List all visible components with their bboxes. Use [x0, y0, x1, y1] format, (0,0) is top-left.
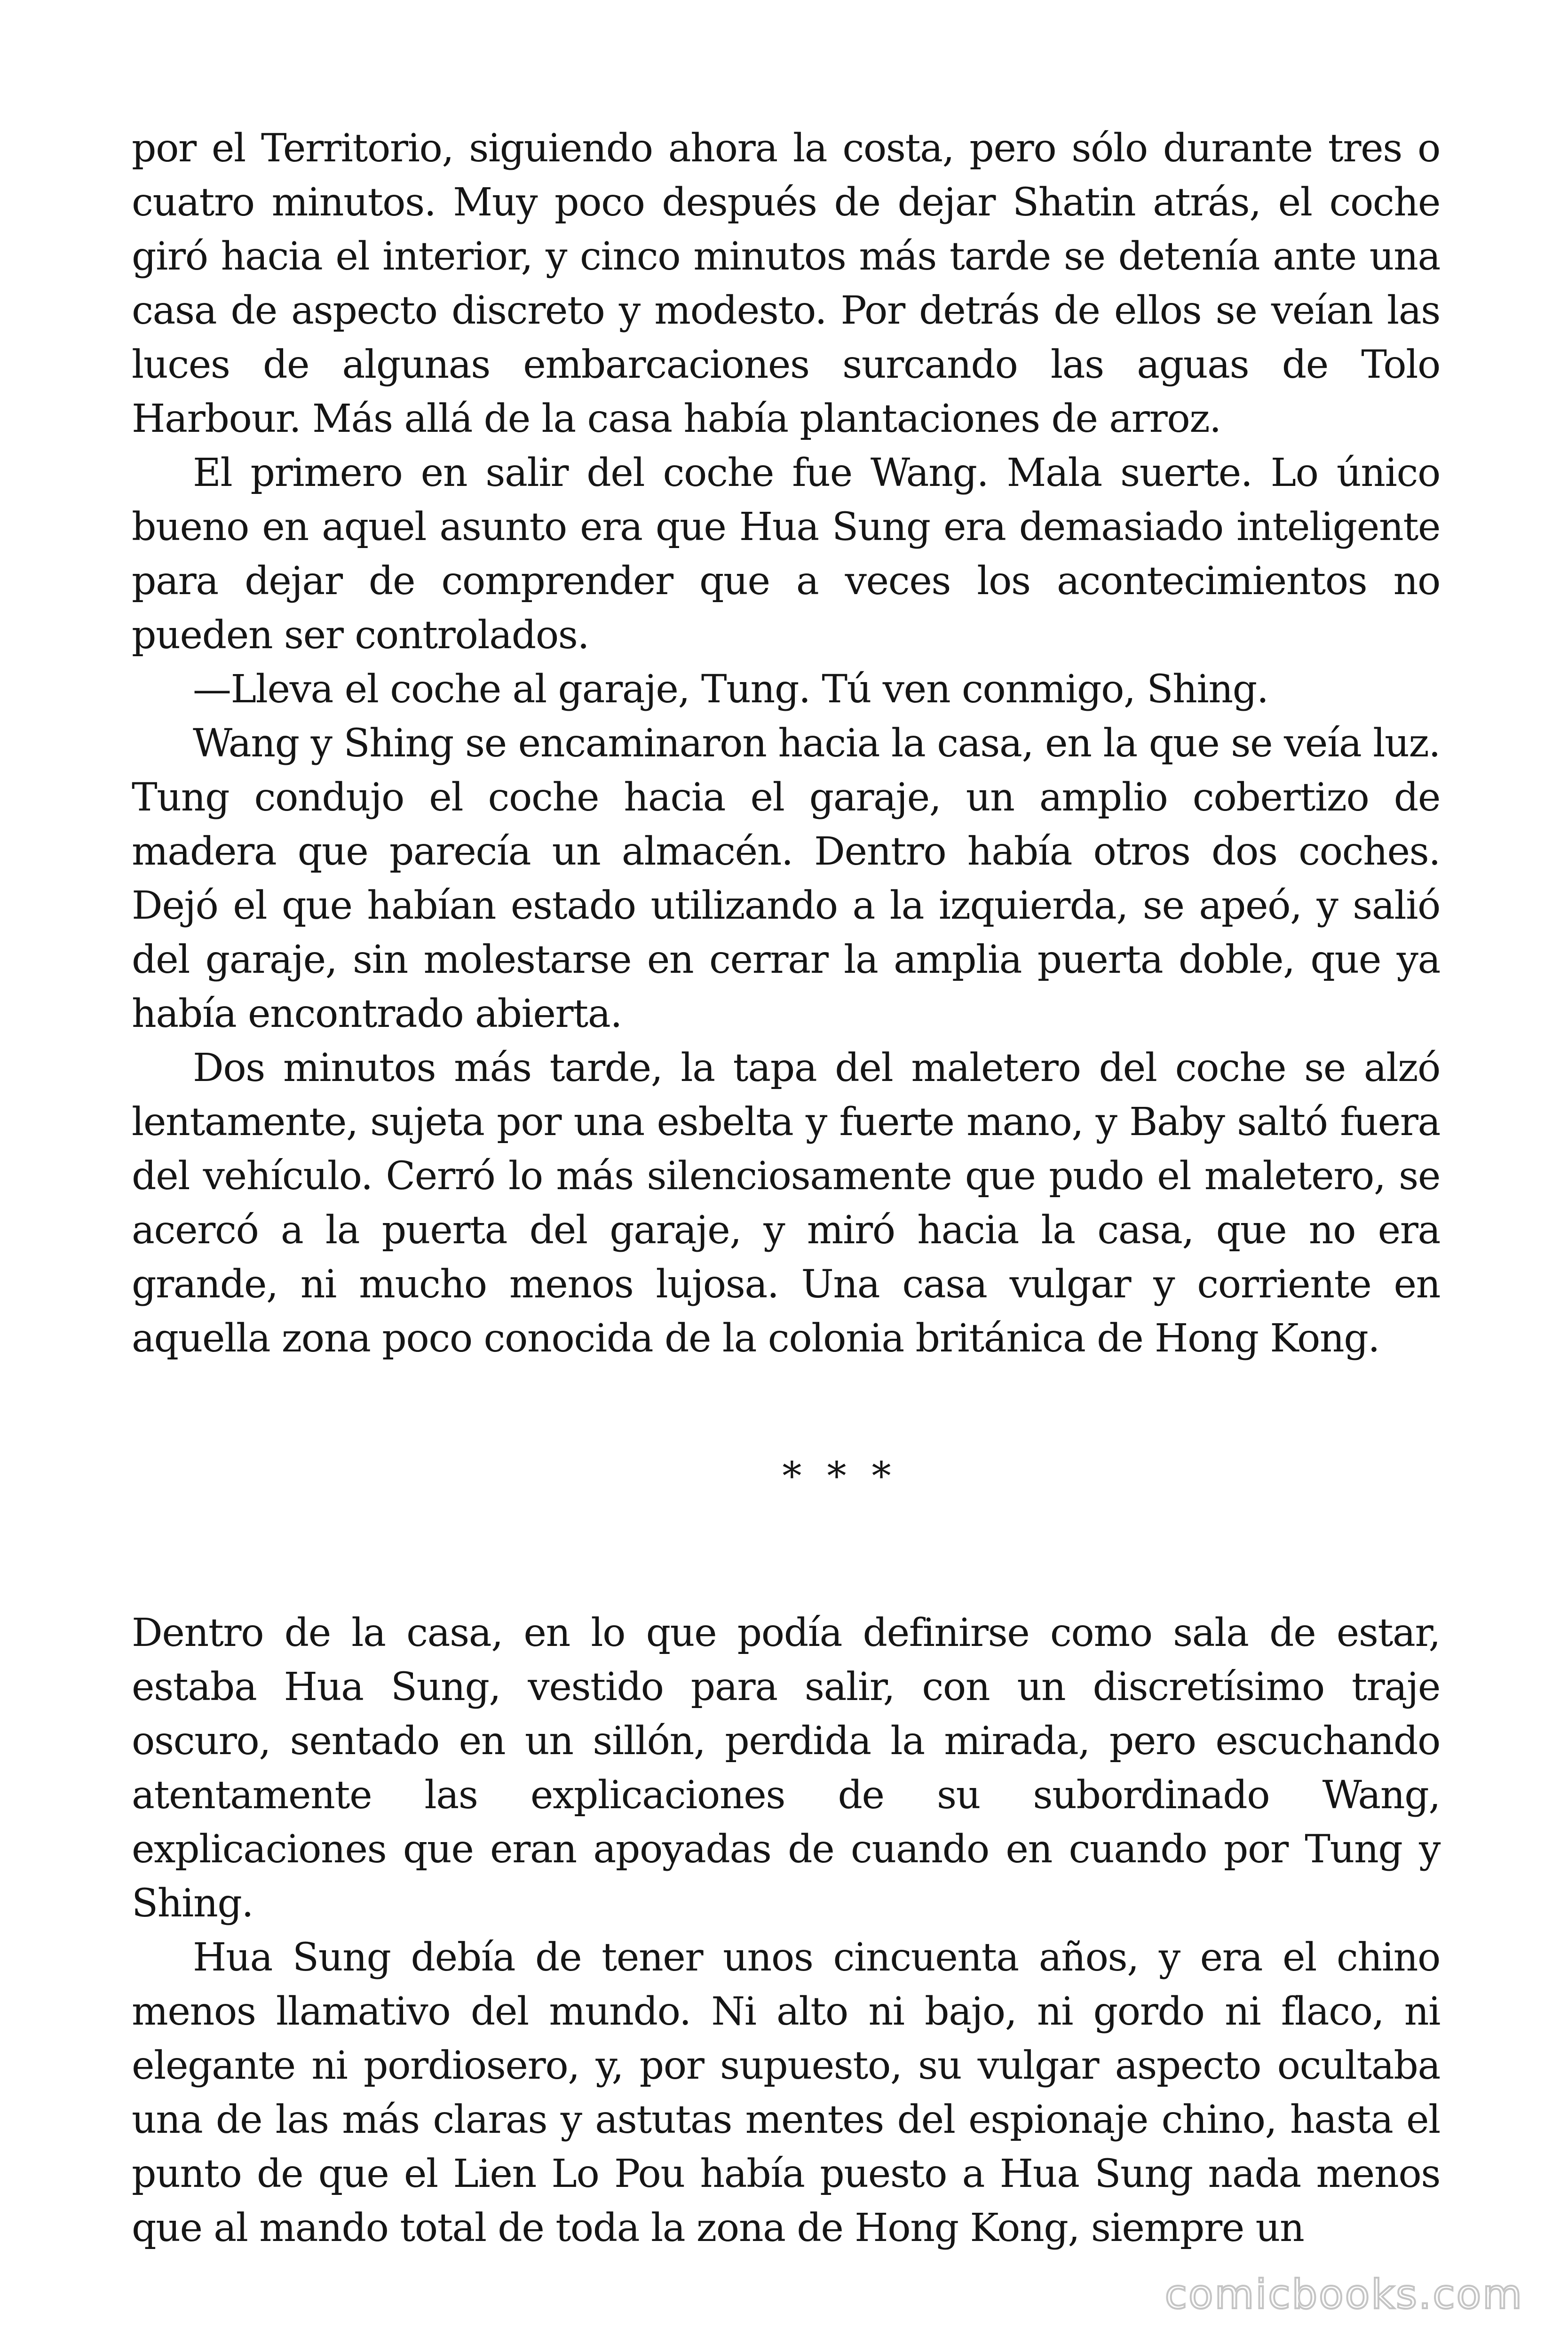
paragraph-4: Wang y Shing se encaminaron hacia la casa, en la que se veía luz. Tung condujo el coche hacia el garaje, un amplio cobertizo de madera que parecía un almacén. Dentro había otros dos coches. Dejó el que habían estado utilizando a la izquierda, se apeó, y salió del garaje, sin molestarse en cerrar la amplia puerta doble, que ya había encontrado abierta. [132, 721, 1440, 1036]
watermark: comicbooks.com [1164, 2271, 1523, 2318]
paragraph-1: por el Territorio, siguiendo ahora la costa, pero sólo durante tres o cuatro minutos. Muy poco después de dejar Shatin atrás, el coche giró hacia el interior, y cinco minutos más tarde se detenía ante una casa de aspecto discreto y modesto. Por detrás de ellos se veían las luces de algunas embarcaciones surcando las aguas de Tolo Harbour. Más allá de la casa había plantaciones de arroz. [132, 126, 1440, 441]
section-separator: * * * [782, 1454, 898, 1499]
paragraph-7: Hua Sung debía de tener unos cincuenta años, y era el chino menos llamativo del mundo. Ni alto ni bajo, ni gordo ni flaco, ni elegante ni pordiosero, y, por supuesto, su vulgar aspecto ocultaba una de las más claras y astutas mentes del espionaje chino, hasta el punto de que el Lien Lo Pou había puesto a Hua Sung nada menos que al mando total de toda la zona de Hong Kong, siempre un [132, 1935, 1440, 2250]
paragraph-2: El primero en salir del coche fue Wang. Mala suerte. Lo único bueno en aquel asunto era que Hua Sung era demasiado inteligente para dejar de comprender que a veces los acontecimientos no pueden ser controlados. [132, 451, 1440, 658]
paragraph-6: Dentro de la casa, en lo que podía definirse como sala de estar, estaba Hua Sung, vestido para salir, con un discretísimo traje oscuro, sentado en un sillón, perdida la mirada, pero escuchando atentamente las explicaciones de su subordinado Wang, explicaciones que eran apoyadas de cuando en cuando por Tung y Shing. [132, 1611, 1440, 1926]
paragraph-5: Dos minutos más tarde, la tapa del maletero del coche se alzó lentamente, sujeta por una esbelta y fuerte mano, y Baby saltó fuera del vehículo. Cerró lo más silenciosamente que pudo el maletero, se acercó a la puerta del garaje, y miró hacia la casa, que no era grande, ni mucho menos lujosa. Una casa vulgar y corriente en aquella zona poco conocida de la colonia británica de Hong Kong. [132, 1046, 1440, 1361]
book-page [132, 121, 1440, 2255]
paragraph-3-dialogue: —Lleva el coche al garaje, Tung. Tú ven conmigo, Shing. [193, 667, 1268, 712]
